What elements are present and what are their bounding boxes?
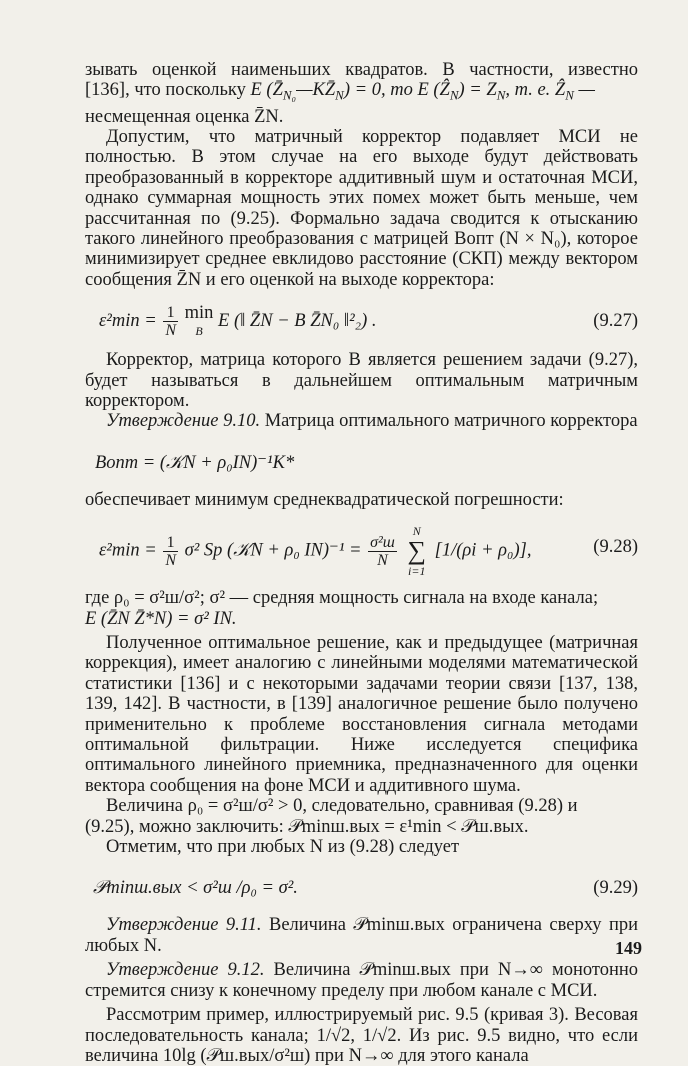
statement-heading: Утверждение 9.10. (106, 411, 261, 432)
equation-9-27 (85, 304, 638, 340)
statement-text: Величина 𝒫minш.вых ограничена сверху при любых N. (85, 915, 638, 956)
statement-9-11 (85, 915, 638, 956)
fraction: $\frac{1}{N}$ (165, 533, 176, 569)
equation-number: (9.27) (593, 311, 638, 332)
equation-lhs: ε²min = (99, 311, 157, 332)
equation-middle: σ² Sp (𝒦N + ρ₀ IN)⁻¹ = (184, 540, 362, 561)
paragraph-where-line1: где ρ₀ = σ²ш/σ²; σ² — средняя мощность сигнала на входе канала; (85, 588, 599, 609)
paragraph-example: Рассмотрим пример, иллюстрируемый рис. 9.5 (кривая 3). Весовая последовательность канала; 1/√2, 1/√2. Из рис. 9.5 видно, что если величина 10lg (𝒫ш.вых/σ²ш) при N→∞ для этого канала (85, 1005, 638, 1066)
statement-9-12 (85, 960, 638, 1001)
equation-tail: [1/(ρi + ρ₀)], (434, 540, 532, 561)
statement-text: Величина 𝒫minш.вых при N→∞ монотонно стремится снизу к конечному пределу при любом канале с МСИ. (85, 960, 638, 1001)
paragraph-analogy: Полученное оптимальное решение, как и предыдущее (матричная коррекция), имеет аналогию с линейными моделями математической статистики [136] и с некоторыми задачами теории связи [137, 138, 139, 142]. В частности, в [139] аналогичное решение было получено применительно к проблеме восстановления сигнала методами оптимальной фильтрации. Ниже исследуется специфика оптимального линейного приемника, предназначенного для оценки вектора сообщения на фоне МСИ и аддитивного шума. (85, 633, 638, 796)
min-operator: min B (184, 303, 214, 339)
paragraph-note: Отметим, что при любых N из (9.28) следует (106, 837, 460, 858)
paragraph-rho-line1: Величина ρ₀ = σ²ш/σ² > 0, следовательно, сравнивая (9.28) и (106, 796, 578, 817)
equation-9-29 (85, 871, 638, 905)
statement-9-10 (85, 411, 638, 431)
paragraph-rho-line2: (9.25), можно заключить: 𝒫minш.вых = ε¹min < 𝒫ш.вых. (85, 816, 529, 837)
statement-heading: Утверждение 9.12. (106, 960, 265, 981)
paragraph-intro-line1: зывать оценкой наименьших квадратов. В частности, известно (85, 60, 638, 80)
equation-number: (9.29) (593, 878, 638, 899)
paragraph-problem-statement: Допустим, что матричный корректор подавляет МСИ не полностью. В этом случае на его выходе будут действовать преобразованный в корректоре аддитивный шум и остаточная МСИ, однако суммарная мощность этих помех может быть меньше, чем рассчитанная по (9.25). Формально задача сводится к отысканию такого линейного преобразования с матрицей Bопт (N × N₀), которое минимизирует среднее евклидово расстояние (СКП) между вектором сообщения Z̄N и его оценкой на выходе корректора: (85, 126, 638, 290)
paragraph-corrector-definition: Корректор, матрица которого В является решением задачи (9.27), будет называться в дальнейшем оптимальным матричным корректором. (85, 350, 638, 411)
paragraph-intro-line3: несмещенная оценка Z̄N. (85, 106, 284, 127)
sum-operator: N ∑ i=1 (407, 524, 427, 579)
statement-heading: Утверждение 9.11. (106, 915, 262, 936)
equation-lhs: ε²min = (99, 540, 157, 561)
equation-body: E (‖ Z̄N − B Z̄N₀ ‖²₂) . (218, 311, 377, 332)
statement-text: Матрица оптимального матричного корректора (260, 411, 638, 432)
equation-body: Bопт = (𝒦N + ρ₀IN)⁻¹K* (95, 452, 295, 473)
paragraph-min-error: обеспечивает минимум среднеквадратической погрешности: (85, 489, 564, 510)
equation-body: 𝒫minш.вых < σ²ш /ρ₀ = σ². (93, 878, 298, 899)
paragraph-intro-line2 (85, 80, 638, 106)
equation-9-28 (85, 524, 638, 578)
paragraph-where-line2: E (Z̄N Z̄*N) = σ² IN. (85, 608, 237, 629)
fraction: $\frac{1}{N}$ (165, 304, 176, 340)
formula-fragment: E $(Z̄_{N_0}—KZ̄_N) = 0$, то E (Ẑ$_N$) = $Z_N$, т. е. Ẑ$_N$ — (250, 80, 595, 104)
text-fragment: [136], что поскольку (85, 80, 251, 101)
equation-number: (9.28) (593, 537, 638, 558)
page-number: 149 (615, 938, 642, 958)
fraction: $\frac{\text{σ²ш}}{N}$ (370, 533, 395, 569)
equation-b-opt (85, 446, 638, 480)
